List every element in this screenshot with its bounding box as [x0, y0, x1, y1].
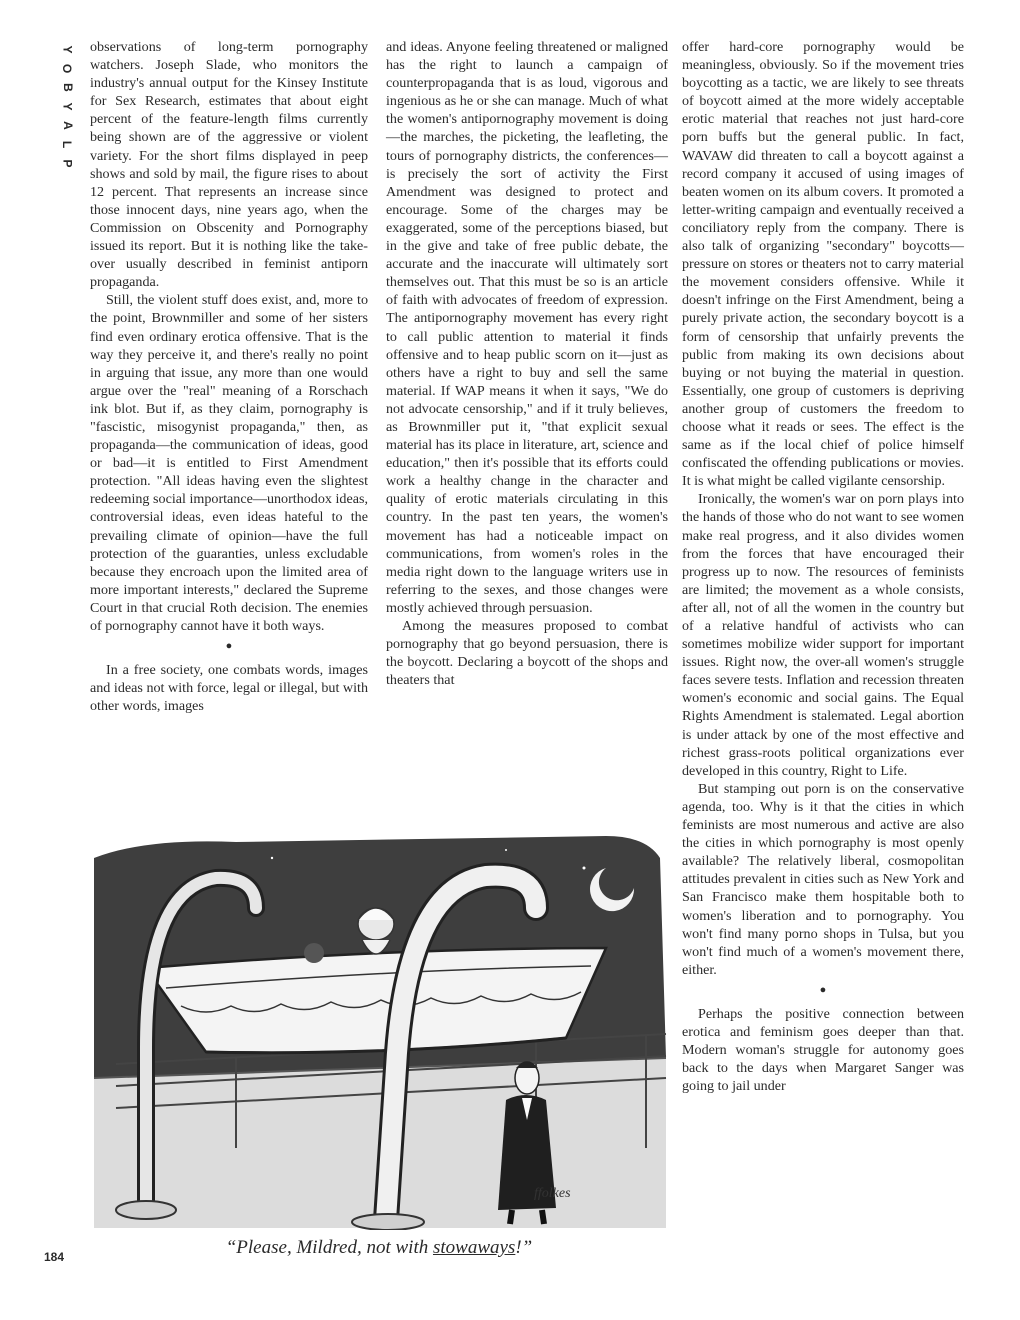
running-head-letter: O [60, 63, 75, 74]
paragraph: Still, the violent stuff does exist, and, more to the point, Brownmiller and some of her sisters find even ordinary erotica offensive. That is the way they perceive it, and there's really no point in arguing that issue, any more than one would argue over the "real" meaning of a Rorschach ink blot. But if, as they claim, pornography is "fascistic, misogynist propaganda," then, as propaganda—the communication of ideas, good or bad—it is entitled to First Amendment protection. "All ideas having even the slightest redeeming social importance—unorthodox ideas, controversial ideas, even ideas hateful to the prevailing climate of opinion—have the full protection of the guaranties, unless excludable because they encroach upon the limited area of more important interests," declared the Supreme Court in that crucial Roth decision. The enemies of pornography cannot have it both ways. [90, 292, 368, 634]
paragraph: In a free society, one combats words, images and ideas not with force, legal or illegal, but with other words, images [90, 662, 368, 715]
article-column-1 [90, 38, 368, 715]
section-separator: ● [819, 983, 827, 996]
article-column-2 [386, 38, 668, 689]
running-head-letter: B [60, 83, 75, 92]
article-column-3 [682, 38, 964, 1095]
cartoon-caption [86, 1236, 672, 1260]
running-head-letter: L [60, 140, 75, 149]
running-head-letter: Y [60, 45, 75, 54]
paragraph: observations of long-term pornography watchers. Joseph Slade, who monitors the industry's annual output for the Kinsey Institute for Sex Research, estimates that about eight percent of the feature-length films currently being shown are of the aggressive or violent variety. For the short films displayed in peep shows and sold by mail, the figure rises to about 12 percent. That represents an increase since those innocent days, nine years ago, when the Commission on Obscenity and Pornography issued its report. But it is nothing like the take-over usually described in feminist antiporn propaganda. [90, 39, 368, 291]
caption-part: “Please [225, 1237, 287, 1258]
caption-part: !” [515, 1237, 533, 1258]
cartoon-illustration [86, 828, 672, 1230]
paragraph: Perhaps the positive connection between erotica and feminism goes deeper than that. Modern woman's struggle for autonomy goes back to the days when Margaret Sanger was going to jail under [682, 1005, 964, 1095]
paragraph: Among the measures proposed to combat pornography that go beyond persuasion, there is the boycott. Declaring a boycott of the shops and theaters that [386, 618, 668, 689]
page-number: 184 [44, 1250, 65, 1264]
paragraph: Ironically, the women's war on porn plays into the hands of those who do not want to see women make real progress, and it also divides women from the forces that have encouraged their progress up to now. The resources of feminists are limited; the movement as a whole consists, after all, not of all the women in the country but of a relative handful of activists who can sometimes mobilize wider support for important issues. Right now, the over-all women's struggle faces severe tests. Inflation and recession threaten women's economic and social gains. The Equal Rights Amendment is stalemated. Legal abortion is under attack by one of the most effective and richest grass-roots political organizations ever developed in this country, Right to Life. [682, 491, 964, 779]
paragraph: But stamping out porn is on the conservative agenda, too. Why is it that the cities in which feminists are most numerous and active are also the cities in which pornography is most openly available? The relatively liberal, cosmopolitan attitudes prevalent in cities such as New York and San Francisco make them hospitable both to women's liberation and to pornography. You won't find many porno shops in Tulsa, but you won't find much of a women's movement there, either. [682, 780, 964, 978]
paragraph: offer hard-core pornography would be meaningless, obviously. So if the movement tries boycotting as a tactic, we are likely to see threats of boycott aimed at the more widely acceptable erotic material that reaches not just hard-core porn buffs but the general public. In fact, WAVAW did threaten to call a boycott against a record company it accused of using images of beaten women on its album covers. It promoted a letter-writing campaign and eventually received a conciliatory reply from the company. There is also talk of organizing "secondary" boycotts—pressure on stores or theaters not to carry material the movement considers offensive. While it doesn't infringe on the First Amendment, being a purely private action, the secondary boycott is a form of censorship that unfairly prevents the public from making its own decisions about buying or not buying the material in question. Essentially, one group of customers is depriving another group of customers the freedom to choose what it reads or sees. The effect is the same as if the local chief of police himself confiscated the offending publications or movies. It is what might be called vigilante censorship. [682, 39, 964, 490]
running-head-letter: Y [60, 102, 75, 111]
running-head-letter: A [60, 121, 75, 130]
running-head-letter: P [60, 159, 75, 168]
paragraph: and ideas. Anyone feeling threatened or maligned has the right to launch a campaign of counterpropaganda that is as loud, vigorous and ingenious as he or she can manage. Much of what the women's antipornography movement is doing—the marches, the picketing, the leafleting, the tours of pornography districts, the conferences—is precisely the sort of activity the First Amendment was designed to protect and encourage. Some of the charges may be exaggerated, some of the perceptions biased, but in the give and take of free public debate, the accurate and the inaccurate will ultimately sort themselves out. That this must be so is an article of faith with advocates of freedom of expression. The antipornography movement has every right to call public attention to material it finds offensive and to heap public scorn on it—just as others have a right to buy and sell the same material. If WAP means it when it says, "We do not advocate censorship," and if it truly believes, as Brownmiller put it, "that explicit sexual material has its place in literature, art, science and education," then it's possible that its efforts could work a healthy change in the character and quality of erotic materials circulating in this country. In the past ten years, the women's movement has had a noticeable impact on communications, from women's roles in the media right down to the language writers use in referring to the sexes, and those changes were mostly achieved through persuasion. [386, 39, 668, 616]
running-head [52, 40, 78, 173]
caption-part: , Mildred, not with [286, 1237, 433, 1258]
section-separator: ● [225, 640, 233, 653]
caption-part-underlined: stowaways [432, 1237, 516, 1258]
cartoonist-signature: ffolkes [534, 1186, 571, 1201]
